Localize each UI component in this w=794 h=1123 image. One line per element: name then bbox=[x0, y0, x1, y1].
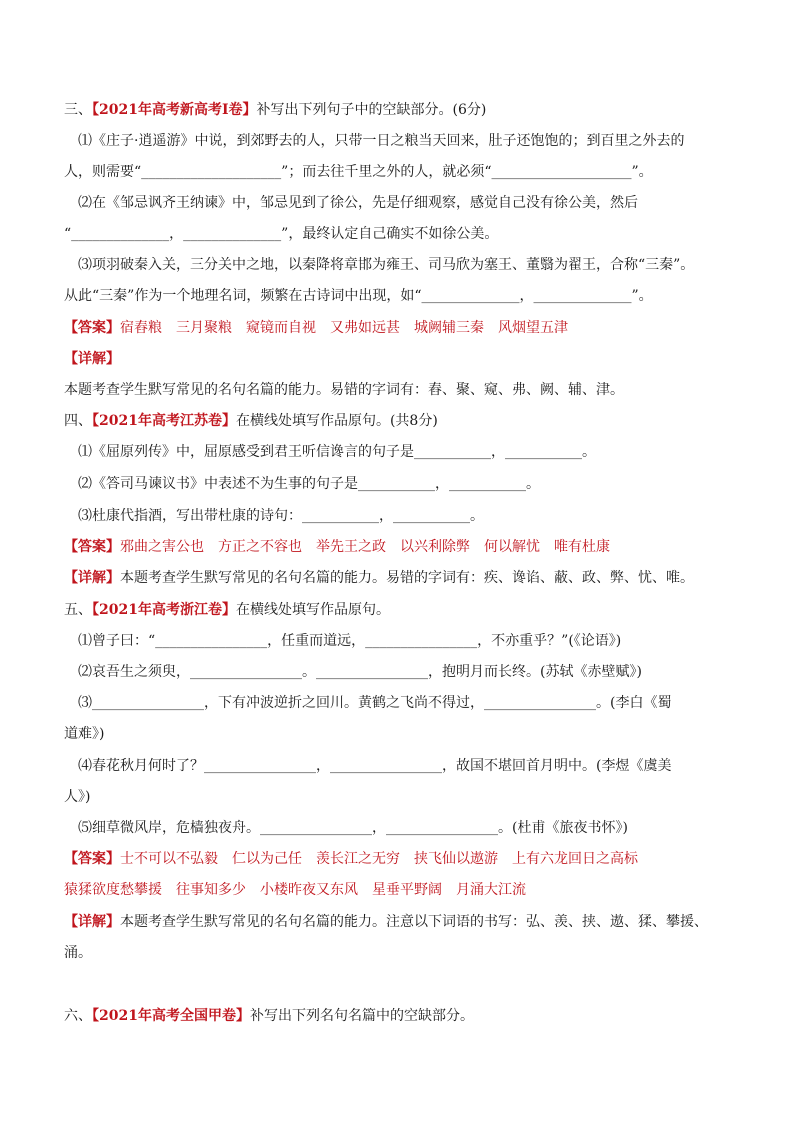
question-line: ⑶________________，下有冲波逆折之回川。黄鹤之飞尚不得过，________________。(李白《蜀 bbox=[78, 695, 672, 711]
answer-item: 风烟望五津 bbox=[498, 320, 568, 336]
question-line: 人，则需要“____________________”；而去往千里之外的人，就必须“____________________”。 bbox=[64, 164, 653, 180]
detail-text: 本题考查学生默写常见的名句名篇的能力。易错的字词有：疾、谗谄、蔽、政、弊、忧、唯。 bbox=[120, 570, 694, 586]
section-3-heading bbox=[64, 100, 486, 120]
question-line: ⑷春花秋月何时了？________________，________________，故国不堪回首月明中。(李煜《虞美 bbox=[78, 758, 672, 774]
section-instruction: 补写出下列句子中的空缺部分。(6分) bbox=[256, 102, 487, 118]
question-line: 人》) bbox=[64, 789, 91, 805]
question-line: ⑴《屈原列传》中，屈原感受到君王听信谗言的句子是___________，___________。 bbox=[78, 444, 596, 460]
detail-line bbox=[64, 912, 708, 932]
answer-item: 以兴利除弊 bbox=[400, 539, 470, 555]
answer-item: 何以解忧 bbox=[484, 539, 540, 555]
answer-line bbox=[64, 537, 610, 557]
answer-item: 羡长江之无穷 bbox=[316, 851, 400, 867]
question-line: ⑴《庄子·逍遥游》中说，到郊野去的人，只带一日之粮当天回来，肚子还饱饱的；到百里之外去的 bbox=[78, 133, 685, 149]
question-line: 道难》) bbox=[64, 726, 105, 742]
answer-item: 猿猱欲度愁攀援 bbox=[64, 882, 162, 898]
detail-label-text: 【详解】 bbox=[64, 351, 120, 367]
answer-item: 唯有杜康 bbox=[554, 539, 610, 555]
answer-item: 小楼昨夜又东风 bbox=[260, 882, 358, 898]
answer-line bbox=[64, 849, 638, 869]
exam-tag: 【2021年高考新高考Ⅰ卷】 bbox=[92, 102, 257, 118]
question-line: ⑵哀吾生之须臾，________________。________________，抱明月而长终。(苏轼《赤壁赋》) bbox=[78, 664, 642, 680]
answer-label: 【答案】 bbox=[64, 851, 120, 867]
question-line: ⑸细草微风岸，危樯独夜舟。________________，________________。(杜甫《旅夜书怀》) bbox=[78, 820, 628, 836]
detail-label bbox=[64, 349, 120, 369]
section-5-heading bbox=[64, 600, 390, 620]
answer-item: 邪曲之害公也 bbox=[120, 539, 204, 555]
exam-tag: 【2021年高考浙江卷】 bbox=[92, 602, 236, 618]
question-line: ⑴曾子曰：“________________，任重而道远，________________，不亦重乎？”(《论语》) bbox=[78, 633, 622, 649]
question-line: ⑵在《邹忌讽齐王纳谏》中，邹忌见到了徐公，先是仔细观察，感觉自己没有徐公美，然后 bbox=[78, 195, 638, 211]
answer-item: 城阙辅三秦 bbox=[414, 320, 484, 336]
question-line: 从此“三秦”作为一个地理名词，频繁在古诗词中出现，如“______________，______________”。 bbox=[64, 288, 653, 304]
section-instruction: 补写出下列名句名篇中的空缺部分。 bbox=[249, 1008, 474, 1024]
answer-label: 【答案】 bbox=[64, 539, 120, 555]
answer-item: 窥镜而自视 bbox=[246, 320, 316, 336]
detail-label: 【详解】 bbox=[64, 570, 120, 586]
section-4-heading bbox=[64, 411, 438, 431]
answer-item: 星垂平野阔 bbox=[372, 882, 442, 898]
section-number: 六、 bbox=[64, 1008, 92, 1024]
answer-item: 三月聚粮 bbox=[176, 320, 232, 336]
answer-item: 上有六龙回日之高标 bbox=[512, 851, 638, 867]
section-number: 四、 bbox=[64, 413, 92, 429]
answer-item: 月涌大江流 bbox=[456, 882, 526, 898]
detail-text: 涌。 bbox=[64, 945, 92, 961]
section-6-heading bbox=[64, 1006, 474, 1026]
answer-item: 挟飞仙以遨游 bbox=[414, 851, 498, 867]
answer-item: 往事知多少 bbox=[176, 882, 246, 898]
detail-text: 本题考查学生默写常见的名句名篇的能力。注意以下词语的书写：弘、羡、挟、遨、猱、攀援、 bbox=[120, 914, 708, 930]
question-line: “______________，______________”，最终认定自己确实不如徐公美。 bbox=[64, 226, 499, 242]
answer-line bbox=[64, 880, 526, 900]
detail-label: 【详解】 bbox=[64, 914, 120, 930]
question-line: ⑶杜康代指酒，写出带杜康的诗句：___________，___________。 bbox=[78, 508, 484, 524]
answer-item: 士不可以不弘毅 bbox=[120, 851, 218, 867]
section-number: 三、 bbox=[64, 102, 92, 118]
answer-label: 【答案】 bbox=[64, 320, 120, 336]
answer-item: 方正之不容也 bbox=[218, 539, 302, 555]
section-number: 五、 bbox=[64, 602, 92, 618]
section-instruction: 在横线处填写作品原句。 bbox=[235, 602, 390, 618]
exam-tag: 【2021年高考江苏卷】 bbox=[92, 413, 236, 429]
detail-line bbox=[64, 568, 694, 588]
answer-item: 又弗如远甚 bbox=[330, 320, 400, 336]
question-line: ⑵《答司马谏议书》中表述不为生事的句子是___________，___________。 bbox=[78, 476, 540, 492]
exam-tag: 【2021年高考全国甲卷】 bbox=[92, 1008, 250, 1024]
answer-item: 仁以为己任 bbox=[232, 851, 302, 867]
section-instruction: 在横线处填写作品原句。(共8分) bbox=[235, 413, 438, 429]
answer-item: 宿舂粮 bbox=[120, 320, 162, 336]
question-line: ⑶项羽破秦入关，三分关中之地，以秦降将章邯为雍王、司马欣为塞王、董翳为翟王，合称“三秦”。 bbox=[78, 257, 695, 273]
detail-text: 本题考查学生默写常见的名句名篇的能力。易错的字词有：舂、聚、窥、弗、阙、辅、津。 bbox=[64, 382, 624, 398]
answer-item: 举先王之政 bbox=[316, 539, 386, 555]
answer-line bbox=[64, 318, 568, 338]
